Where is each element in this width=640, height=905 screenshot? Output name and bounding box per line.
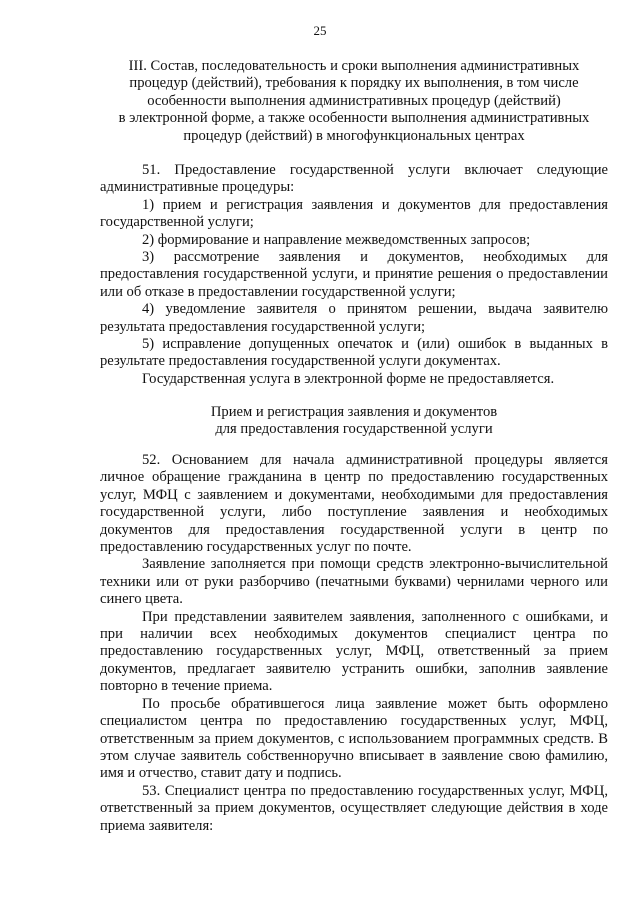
procedures-list xyxy=(100,162,608,388)
section-title xyxy=(100,58,608,145)
subsection-title-line: Прием и регистрация заявления и документов xyxy=(210,404,498,420)
paragraph-filling: Заявление заполняется при помощи средств электронно-вычислительной техники или от руки разборчиво (печатными буквами) чернилами черного или синего цвета. xyxy=(100,556,608,608)
section-title-line: особенности выполнения административных процедур (действий) xyxy=(147,92,561,109)
procedure-item-2: 2) формирование и направление межведомственных запросов; xyxy=(142,231,531,248)
paragraph-errors: При представлении заявителем заявления, заполненного с ошибками, и при наличии всех необходимых документов специалист центра по предоставлению государственных услуг, МФЦ, ответственный за прием документов, предлагает заявителю устранить ошибки, заполнив заявление повторно в течение приема. xyxy=(100,608,608,695)
section-title-line: III. Состав, последовательность и сроки выполнения административных xyxy=(128,58,580,74)
procedure-item-5: 5) исправление допущенных опечаток и (или) ошибок в выданных в результате предоставления государственной услуги документах. xyxy=(100,336,608,370)
paragraph-51: 51. Предоставление государственной услуги включает следующие административные процедуры: xyxy=(100,162,608,196)
page-number: 25 xyxy=(313,23,327,38)
paragraph-52: 52. Основанием для начала административной процедуры является личное обращение гражданина в центр по предоставлению государственных услуг, МФЦ с заявлением и документами, необходимыми для предоставления государственной услуги, либо поступление заявления и необходимых документов для предоставления государственной услуги в центр по предоставлению государственных услуг по почте. xyxy=(100,452,608,556)
section-title-line: процедур (действий) в многофункциональных центрах xyxy=(183,127,525,144)
procedure-item-3: 3) рассмотрение заявления и документов, необходимых для предоставления государственной услуги, и принятие решения о предоставлении или об отказе в предоставлении государственной услуги; xyxy=(100,249,608,300)
subsection-title-line: для предоставления государственной услуги xyxy=(215,421,493,438)
subsection-title xyxy=(100,404,608,439)
procedure-item-1: 1) прием и регистрация заявления и документов для предоставления государственной услуги; xyxy=(100,196,608,231)
procedure-item-4: 4) уведомление заявителя о принятом решении, выдача заявителю результата предоставления государственной услуги; xyxy=(100,301,608,335)
section-title-line: в электронной форме, а также особенности выполнения административных xyxy=(118,110,590,127)
reception-section xyxy=(100,452,608,835)
paragraph-53: 53. Специалист центра по предоставлению государственных услуг, МФЦ, ответственный за прием документов, осуществляет следующие действия в ходе приема заявителя: xyxy=(100,782,608,834)
section-title-line: процедур (действий), требования к порядку их выполнения, в том числе xyxy=(129,75,579,92)
paragraph-request: По просьбе обратившегося лица заявление может быть оформлено специалистом центра по предоставлению государственных услуг, МФЦ, ответственным за прием документов, с использованием программных средств. В этом случае заявитель собственноручно вписывает в заявление свою фамилию, имя и отчество, ставит дату и подпись. xyxy=(100,695,608,782)
electronic-form-note: Государственная услуга в электронной форме не предоставляется. xyxy=(142,370,555,387)
